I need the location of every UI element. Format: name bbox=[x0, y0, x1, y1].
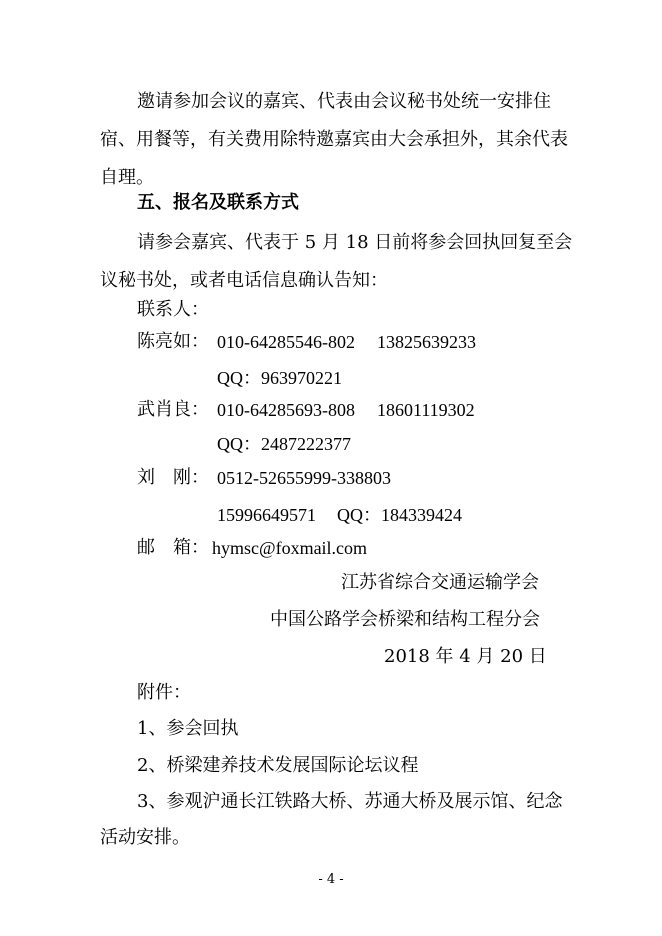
email-address: hymsc@foxmail.com bbox=[212, 538, 368, 558]
paragraph-line: 宿、用餐等，有关费用除特邀嘉宾由大会承担外，其余代表 bbox=[100, 129, 568, 150]
contact-mobile: 15996649571 bbox=[217, 505, 316, 525]
signature-date: 2018 年 4 月 20 日 bbox=[384, 646, 547, 667]
attachment-item: 3、参观沪通长江铁路大桥、苏通大桥及展示馆、纪念 bbox=[137, 791, 563, 812]
attachments-label: 附件： bbox=[137, 682, 191, 703]
paragraph-line: 自理。 bbox=[100, 167, 154, 188]
contact-qq: QQ：184339424 bbox=[337, 505, 462, 525]
contact-phone: 010-64285693-808 bbox=[217, 400, 355, 420]
attachment-item: 1、参会回执 bbox=[137, 718, 239, 739]
contact-qq: QQ：963970221 bbox=[217, 368, 342, 388]
attachment-item: 2、桥梁建养技术发展国际论坛议程 bbox=[137, 755, 419, 776]
contact-qq: QQ：2487222377 bbox=[217, 434, 351, 454]
signature-org-2: 中国公路学会桥梁和结构工程分会 bbox=[270, 609, 540, 630]
contact-phone: 0512-52655999-338803 bbox=[217, 468, 391, 488]
paragraph-line: 请参会嘉宾、代表于 5 月 18 日前将参会回执回复至会 bbox=[137, 232, 573, 253]
contact-name: 刘 刚： bbox=[137, 467, 209, 488]
contact-name: 武肖良： bbox=[137, 399, 209, 420]
page-number: - 4 - bbox=[318, 872, 344, 887]
contacts-label: 联系人： bbox=[137, 299, 209, 320]
email-label: 邮 箱： bbox=[137, 537, 209, 558]
contact-phone: 010-64285546-802 bbox=[217, 332, 355, 352]
paragraph-line: 邀请参加会议的嘉宾、代表由会议秘书处统一安排住 bbox=[137, 91, 551, 112]
attachment-item-continuation: 活动安排。 bbox=[100, 827, 190, 848]
contact-mobile: 13825639233 bbox=[377, 332, 476, 352]
contact-mobile: 18601119302 bbox=[377, 400, 475, 420]
section-heading: 五、报名及联系方式 bbox=[137, 192, 299, 213]
contact-name: 陈亮如： bbox=[137, 331, 209, 352]
signature-org-1: 江苏省综合交通运输学会 bbox=[341, 572, 539, 593]
paragraph-line: 议秘书处，或者电话信息确认告知： bbox=[100, 270, 388, 291]
